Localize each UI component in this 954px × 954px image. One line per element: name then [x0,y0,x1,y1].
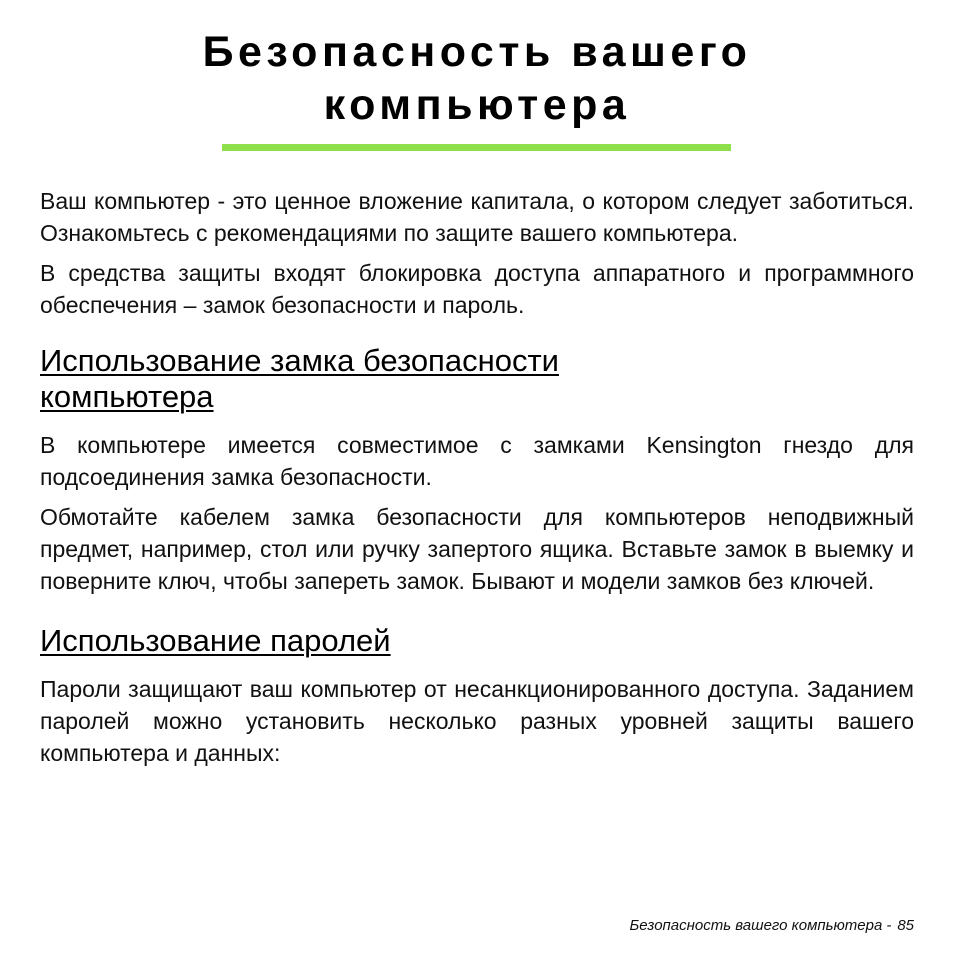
intro-paragraph-2: В средства защиты входят блокировка доступа аппаратного и программного обеспечения – замок безопасности и пароль. [40,260,914,318]
section-heading-security-lock [40,343,914,415]
passwords-paragraph-1: Пароли защищают ваш компьютер от несанкционированного доступа. Заданием паролей можно установить несколько разных уровней защиты вашего компьютера и данных: [40,676,914,766]
footer-chapter-title: Безопасность вашего компьютера [629,917,883,934]
section-heading-passwords-text: Использование паролей [40,623,391,658]
lock-paragraph-2: Обмотайте кабелем замка безопасности для компьютеров неподвижный предмет, например, стол или ручку запертого ящика. Вставьте замок в выемку и поверните ключ, чтобы запереть замок. Бывают и модели замков без ключей. [40,504,914,594]
title-underline-rule [222,144,731,151]
footer-page-number: 85 [897,917,914,934]
footer-separator: - [886,917,892,934]
page-title [0,26,954,132]
intro-paragraph-1: Ваш компьютер - это ценное вложение капитала, о котором следует заботиться. Ознакомьтесь с рекомендациями по защите вашего компьютера. [40,188,914,246]
section-heading-passwords [40,623,914,659]
lock-paragraph-1: В компьютере имеется совместимое с замками Kensington гнездо для подсоединения замка безопасности. [40,432,914,490]
section-heading-security-lock-line-1: Использование замка безопасности [40,343,559,378]
page-footer [629,917,914,934]
page-title-line-1: Безопасность вашего [202,28,752,76]
document-body [40,185,914,777]
section-heading-security-lock-line-2: компьютера [40,379,214,414]
page-title-line-2: компьютера [323,81,631,129]
